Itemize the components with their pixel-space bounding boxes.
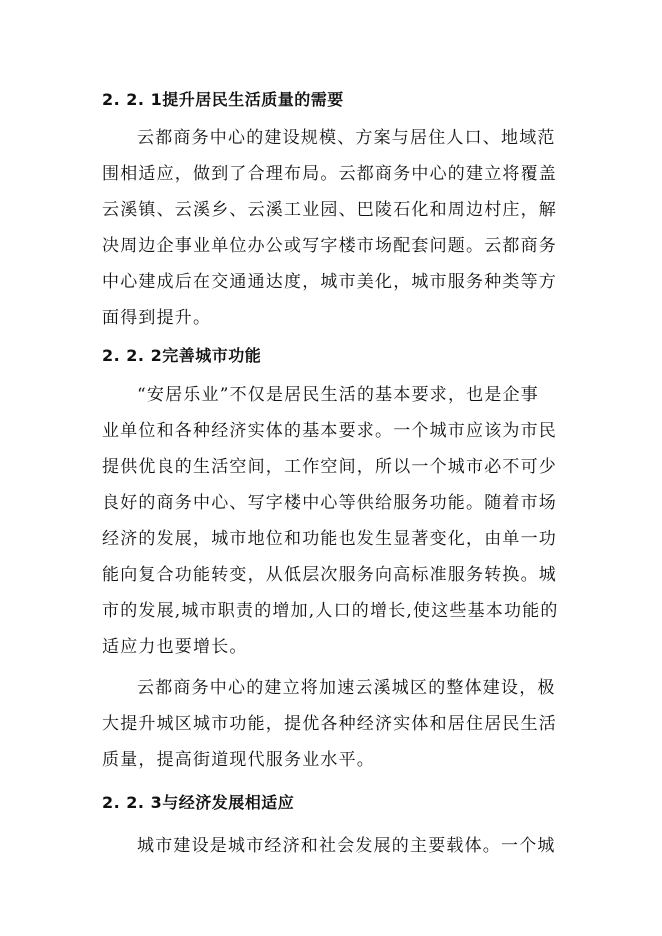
paragraph-line: 适应力也要增长。 (102, 637, 248, 657)
paragraph-line: 云都商务中心的建设规模、方案与居住人口、地域范 (137, 128, 556, 148)
paragraph-line: 经济的发展，城市地位和功能也发生显著变化，由单一功 (102, 529, 557, 549)
paragraph-line: 良好的商务中心、写字楼中心等供给服务功能。随着市场 (102, 493, 557, 513)
paragraph-line: “安居乐业”不仅是居民生活的基本要求，也是企事 (137, 385, 539, 405)
paragraph-line: 中心建成后在交通通达度，城市美化，城市服务种类等方 (102, 272, 557, 292)
paragraph-line: 面得到提升。 (102, 308, 212, 328)
paragraph-line: 云都商务中心的建立将加速云溪城区的整体建设，极 (137, 678, 556, 698)
paragraph-line: 云溪镇、云溪乡、云溪工业园、巴陵石化和周边村庄，解 (102, 200, 557, 220)
paragraph-line: 城市建设是城市经济和社会发展的主要载体。一个城 (137, 836, 556, 856)
section-heading-2-2-2: 2. 2. 2完善城市功能 (102, 346, 262, 365)
section-heading-2-2-3: 2. 2. 3与经济发展相适应 (102, 793, 295, 812)
paragraph-line: 业单位和各种经济实体的基本要求。一个城市应该为市民 (102, 421, 557, 441)
paragraph-line: 市的发展,城市职责的增加,人口的增长,使这些基本功能的 (102, 601, 559, 621)
section-heading-2-2-1: 2. 2. 1提升居民生活质量的需要 (102, 90, 344, 109)
paragraph-line: 能向复合功能转变，从低层次服务向高标准服务转换。城 (102, 565, 557, 585)
paragraph-line: 提供优良的生活空间，工作空间，所以一个城市必不可少 (102, 457, 557, 477)
paragraph-line: 质量，提高街道现代服务业水平。 (102, 750, 375, 770)
paragraph-line: 决周边企事业单位办公或写字楼市场配套问题。云都商务 (102, 236, 557, 256)
paragraph-line: 围相适应，做到了合理布局。云都商务中心的建立将覆盖 (102, 164, 557, 184)
paragraph-line: 大提升城区城市功能，提优各种经济实体和居住居民生活 (102, 714, 557, 734)
